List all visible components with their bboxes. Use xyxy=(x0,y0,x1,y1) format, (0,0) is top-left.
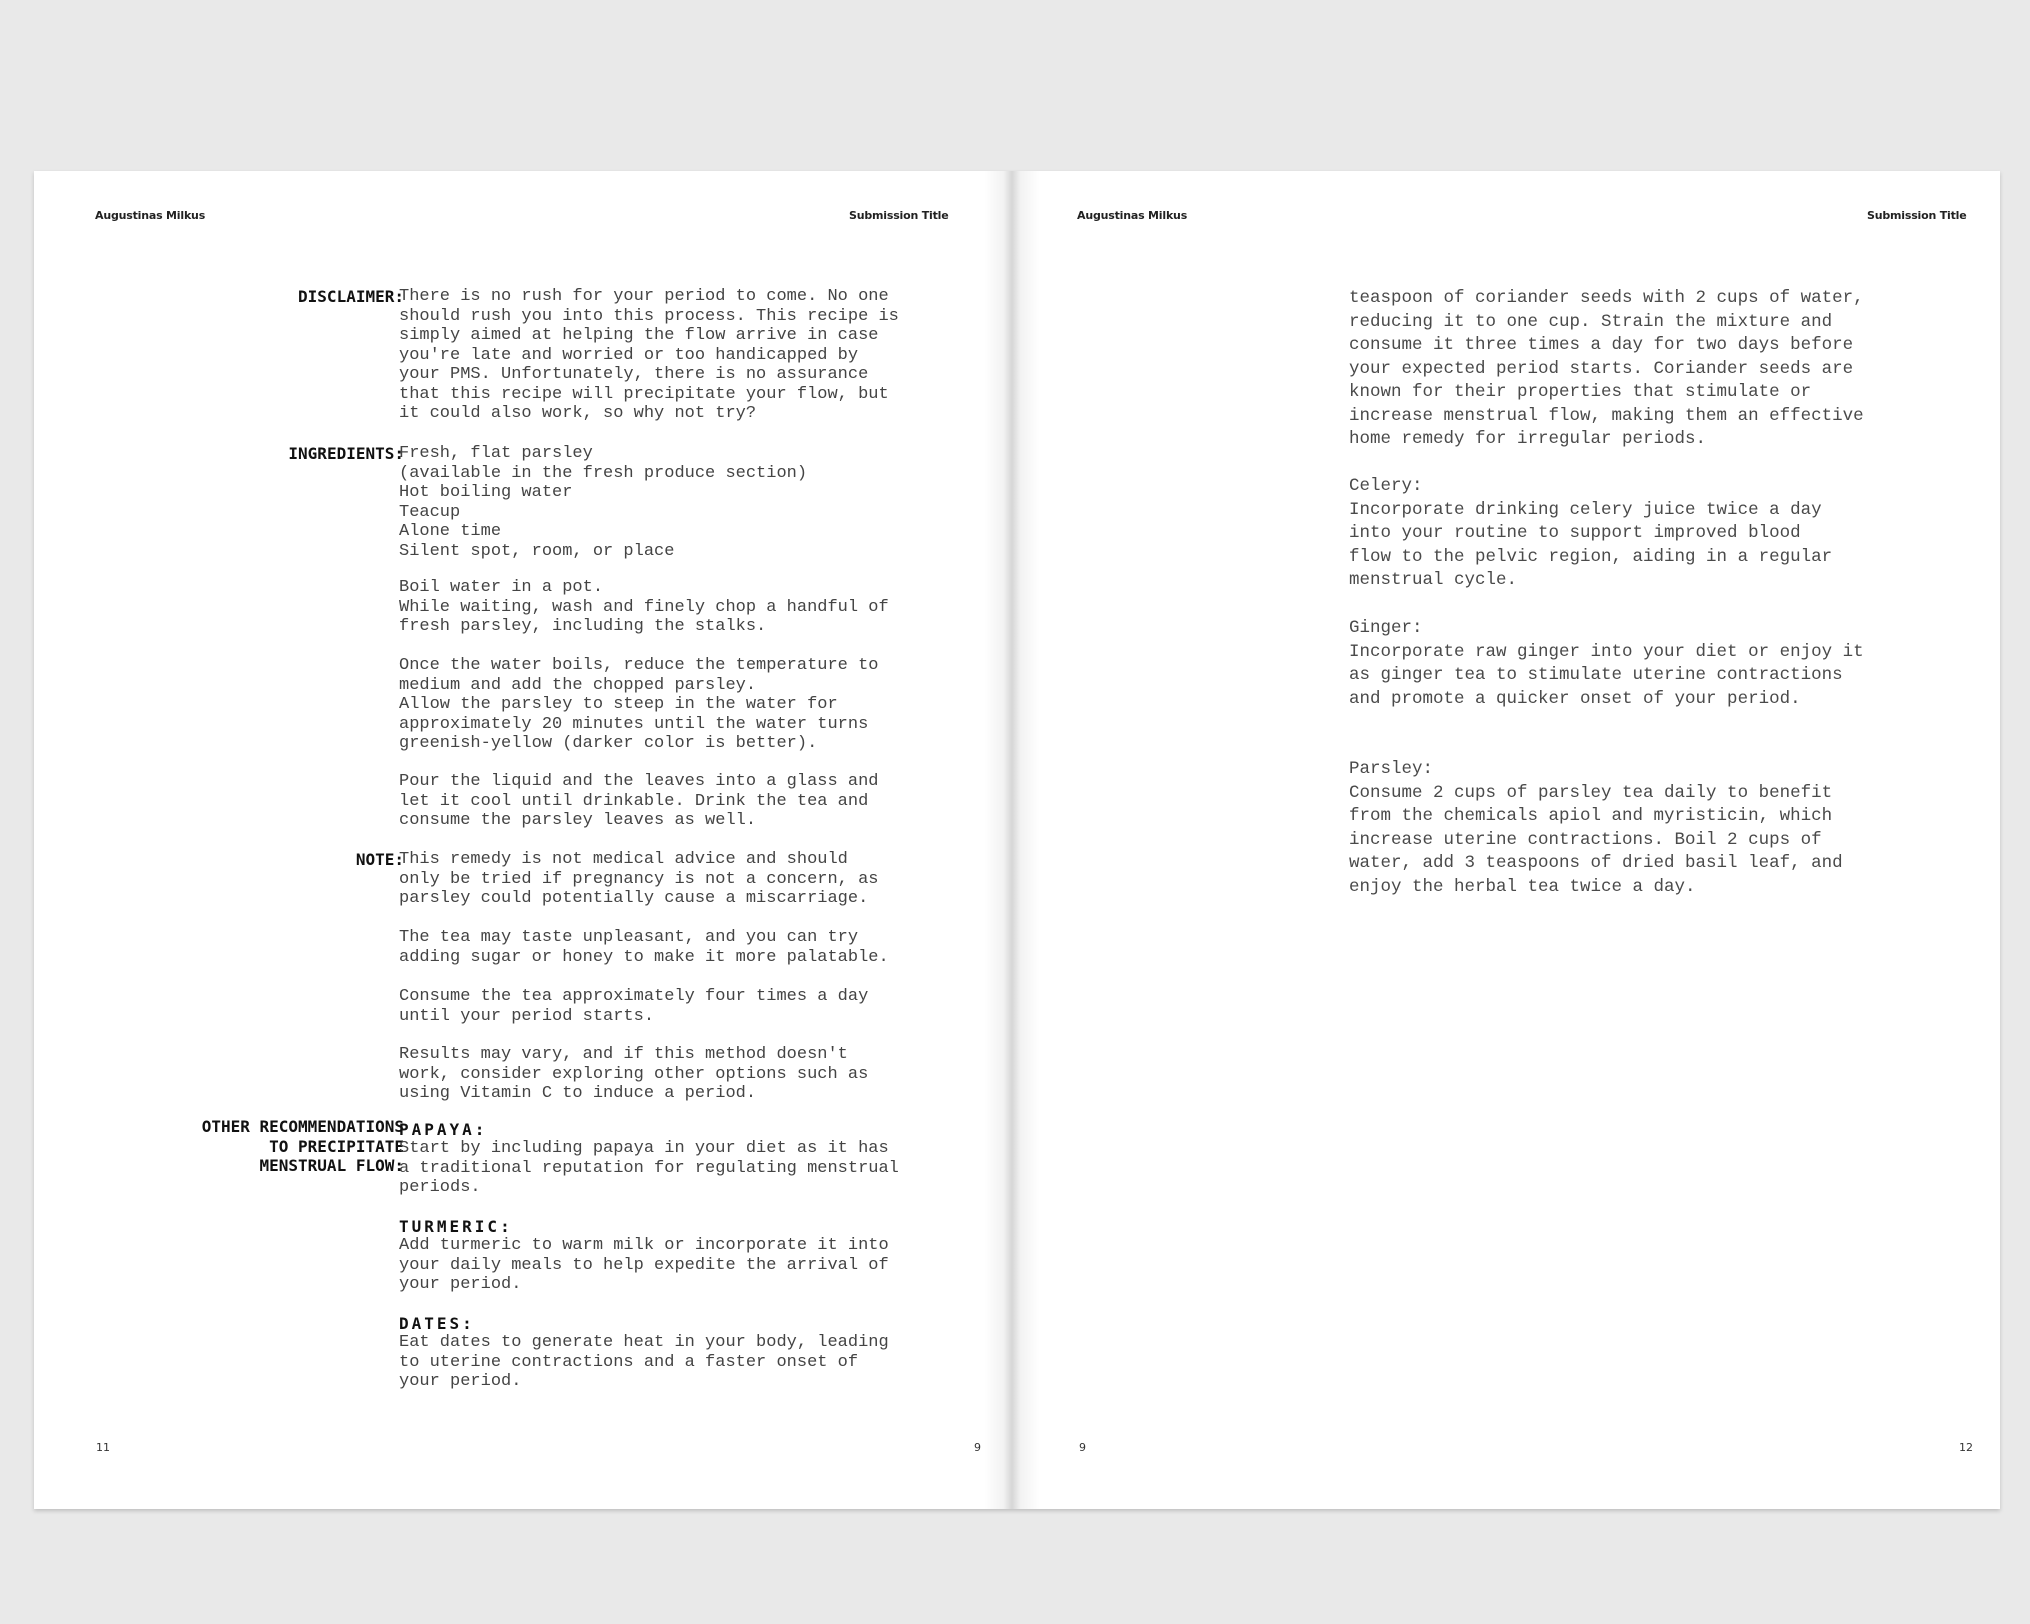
right-page xyxy=(1007,171,2000,1509)
disclaimer-text: There is no rush for your period to come. No one should rush you into this process. This recipe is simply aimed at helping the flow arrive in case you're late and worried or too handicapped by your PMS. Unfortunately, there is no assurance that this recipe will precipitate your flow, but it could also work, so why not try? xyxy=(399,287,899,423)
left-page xyxy=(34,171,1007,1509)
celery-text: Celery: Incorporate drinking celery juice twice a day into your routine to support improved blood flow to the pelvic region, aiding in a regular menstrual cycle. xyxy=(1349,476,1833,590)
turmeric-heading: TURMERIC: xyxy=(399,1217,513,1236)
recipe-step-1: Boil water in a pot. While waiting, wash and finely chop a handful of fresh parsley, including the stalks. xyxy=(399,578,889,636)
book-gutter-shadow xyxy=(984,171,1040,1509)
ingredients-label: INGREDIENTS: xyxy=(288,444,404,463)
page-number-outer: 11 xyxy=(96,1441,110,1454)
recipe-step-3: Pour the liquid and the leaves into a glass and let it cool until drinkable. Drink the tea and consume the parsley leaves as well. xyxy=(399,772,879,830)
note-paragraph-4: Results may vary, and if this method doesn't work, consider exploring other options such as using Vitamin C to induce a period. xyxy=(399,1045,869,1103)
note-paragraph-3: Consume the tea approximately four times a day until your period starts. xyxy=(399,987,869,1026)
note-paragraph-2: The tea may taste unpleasant, and you can try adding sugar or honey to make it more palatable. xyxy=(399,928,889,967)
parsley-text: Parsley: Consume 2 cups of parsley tea daily to benefit from the chemicals apiol and myristicin, which increase uterine contractions. Boil 2 cups of water, add 3 teaspoons of dried basil leaf, and enjoy the herbal tea twice a day. xyxy=(1349,759,1843,897)
page-number-outer: 12 xyxy=(1959,1441,1973,1454)
recipe-step-2: Once the water boils, reduce the temperature to medium and add the chopped parsley. Allow the parsley to steep in the water for approximately 20 minutes until the water turns greenish-yellow (darker color is better). xyxy=(399,656,879,753)
papaya-heading: PAPAYA: xyxy=(399,1120,488,1139)
note-paragraph-1: This remedy is not medical advice and should only be tried if pregnancy is not a concern, as parsley could potentially cause a miscarriage. xyxy=(399,850,879,908)
dates-heading: DATES: xyxy=(399,1314,475,1333)
turmeric-text: Add turmeric to warm milk or incorporate it into your daily meals to help expedite the arrival of your period. xyxy=(399,1236,889,1294)
running-head-title: Submission Title xyxy=(1867,209,1967,222)
running-head-author: Augustinas Milkus xyxy=(95,209,206,222)
book-spread xyxy=(34,171,2000,1509)
running-head-title: Submission Title xyxy=(849,209,949,222)
papaya-text: Start by including papaya in your diet as it has a traditional reputation for regulating menstrual periods. xyxy=(399,1139,899,1197)
ginger-text: Ginger: Incorporate raw ginger into your diet or enjoy it as ginger tea to stimulate uterine contractions and promote a quicker onset of your period. xyxy=(1349,618,1864,709)
page-number-inner: 9 xyxy=(974,1441,981,1454)
other-recommendations-label: OTHER RECOMMENDATIONS TO PRECIPITATE MENSTRUAL FLOW: xyxy=(201,1117,404,1175)
ingredients-list: Fresh, flat parsley (available in the fresh produce section) Hot boiling water Teacup Alone time Silent spot, room, or place xyxy=(399,444,808,561)
note-label: NOTE: xyxy=(355,850,404,869)
page-number-inner: 9 xyxy=(1079,1441,1086,1454)
coriander-text: teaspoon of coriander seeds with 2 cups of water, reducing it to one cup. Strain the mixture and consume it three times a day for two days before your expected period starts. Coriander seeds are known for their properties that stimulate or increase menstrual flow, making them an effective home remedy for irregular periods. xyxy=(1349,288,1864,449)
disclaimer-label: DISCLAIMER: xyxy=(298,287,404,306)
dates-text: Eat dates to generate heat in your body, leading to uterine contractions and a faster onset of your period. xyxy=(399,1333,889,1391)
running-head-author: Augustinas Milkus xyxy=(1077,209,1188,222)
